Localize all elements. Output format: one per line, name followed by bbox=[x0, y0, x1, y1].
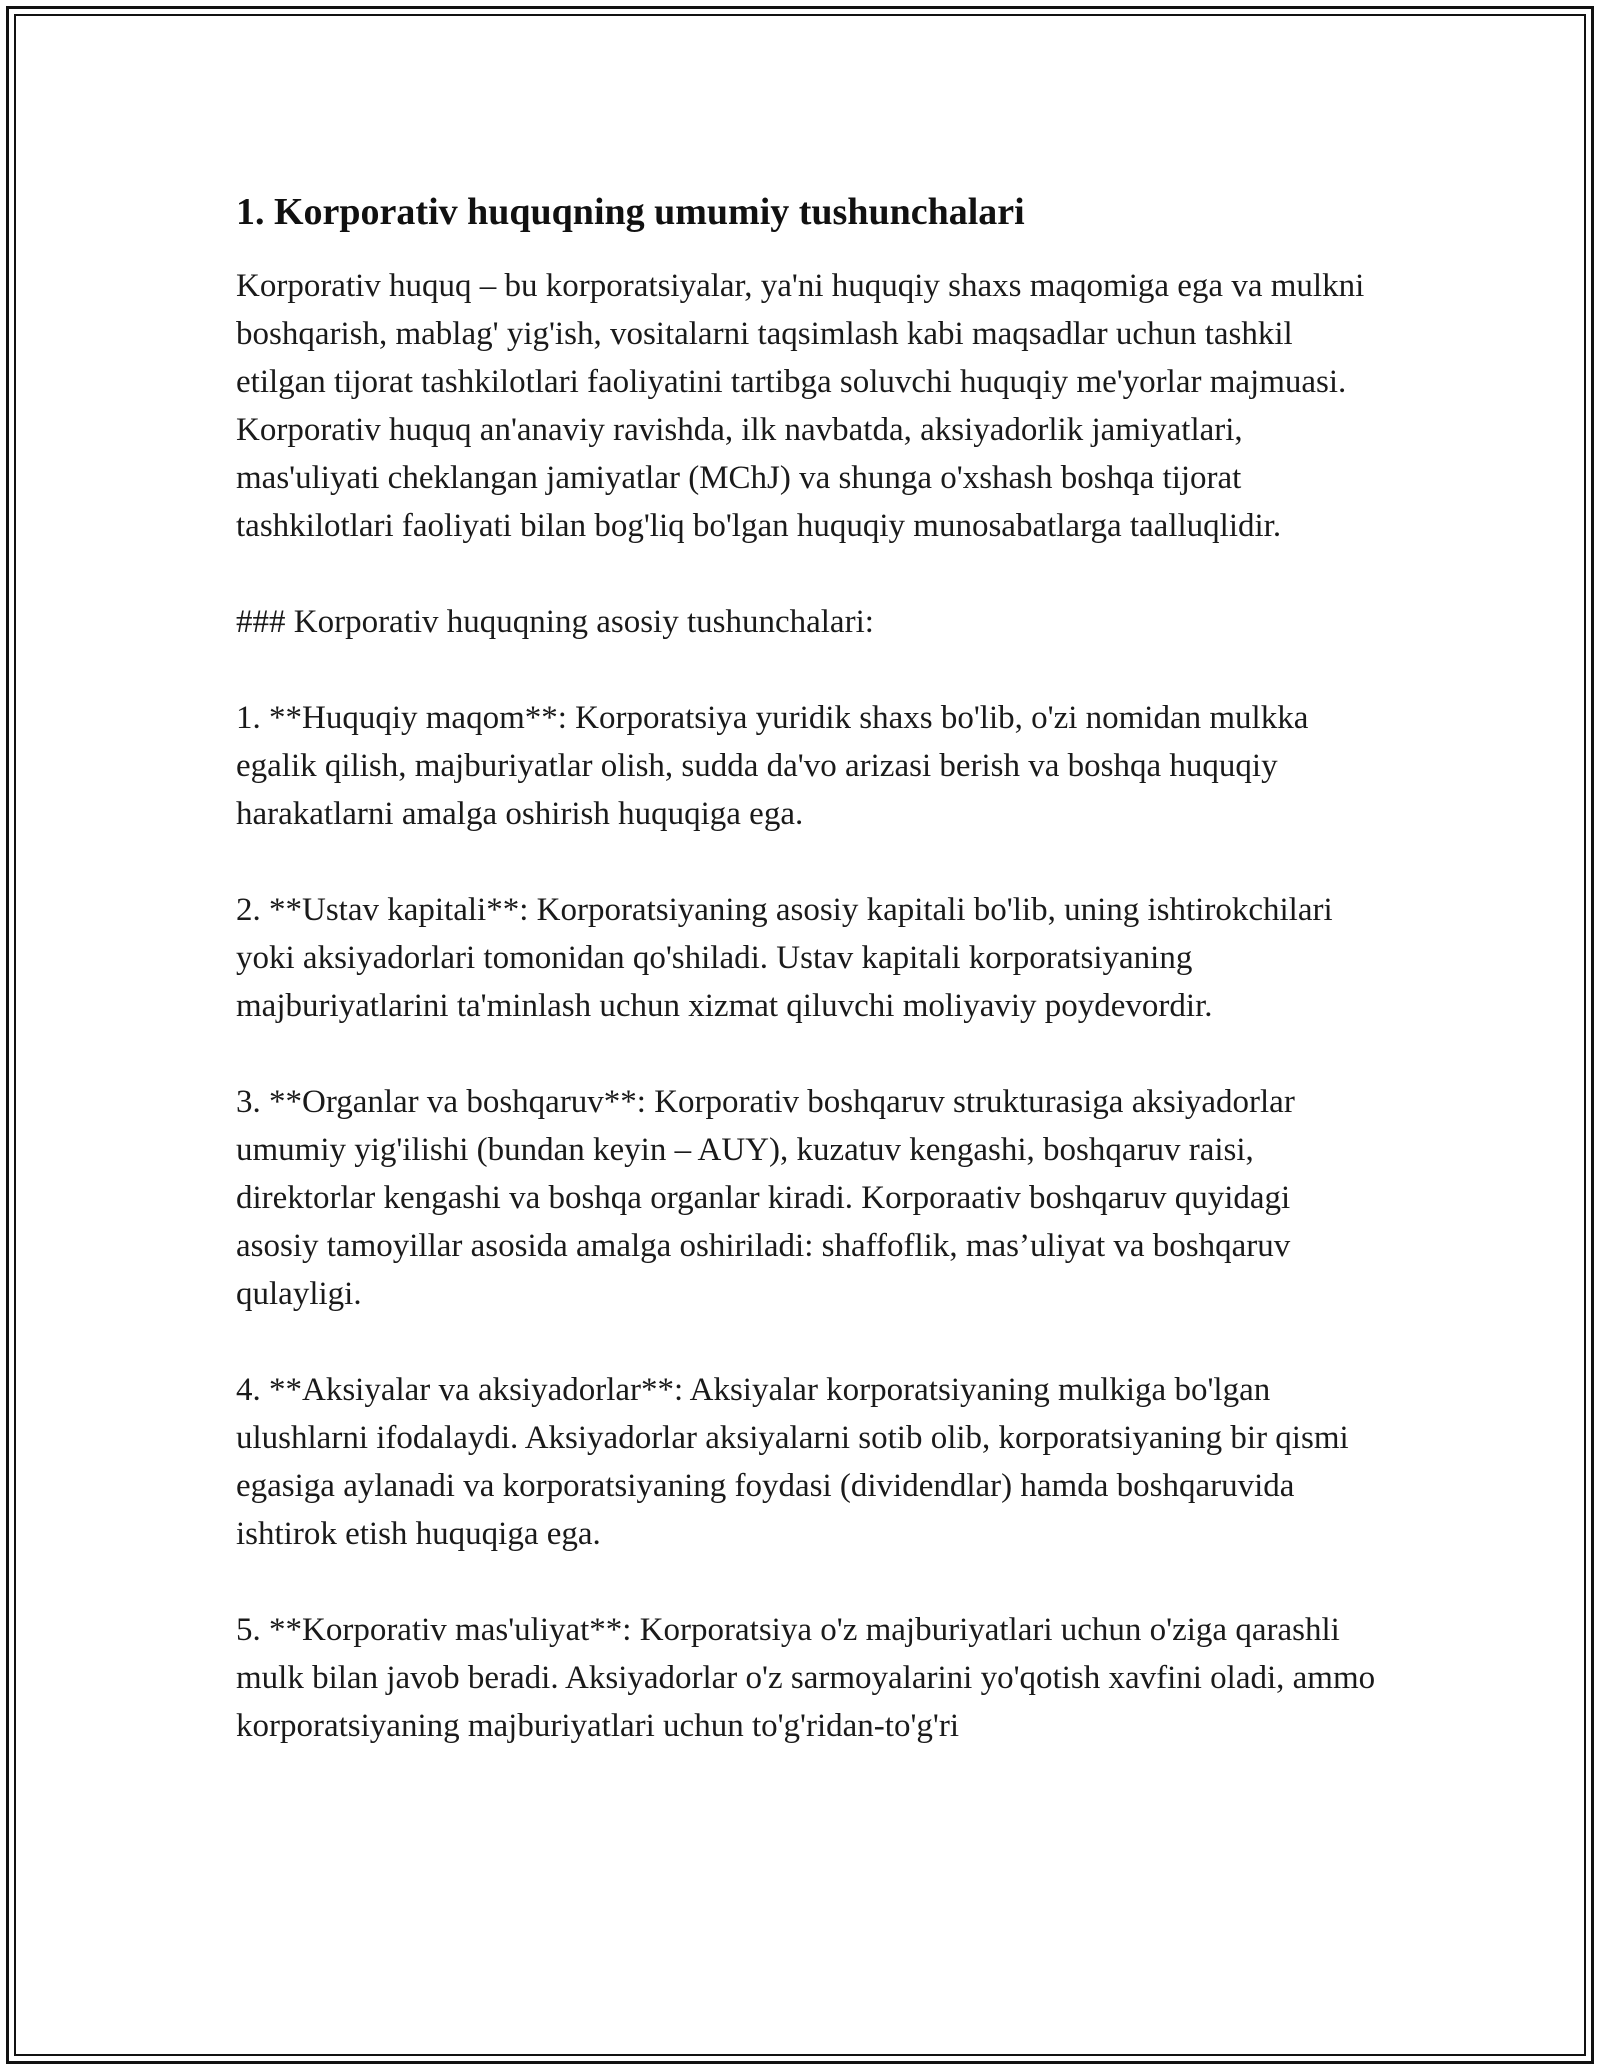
list-item-shares: 4. **Aksiyalar va aksiyadorlar**: Aksiyalar korporatsiyaning mulkiga bo'lgan ulushlarni ifodalaydi. Aksiyadorlar aksiyalarni sotib olib, korporatsiyaning bir qismi egasiga aylanadi va korporatsiyaning foydasi (dividendlar) hamda boshqaruvida ishtirok etish huquqiga ega. bbox=[236, 1372, 1349, 1552]
list-item-responsibility: 5. **Korporativ mas'uliyat**: Korporatsiya o'z majburiyatlari uchun o'ziga qarashli mulk bilan javob beradi. Aksiyadorlar o'z sarmoyalarini yo'qotish xavfini oladi, ammo korporatsiyaning majburiyatlari uchun to'g'ridan-to'g'ri bbox=[236, 1612, 1376, 1744]
subheading-paragraph: ### Korporativ huquqning asosiy tushunchalari: bbox=[236, 604, 874, 640]
list-item-charter-capital: 2. **Ustav kapitali**: Korporatsiyaning asosiy kapitali bo'lib, uning ishtirokchilari yoki aksiyadorlari tomonidan qo'shiladi. Ustav kapitali korporatsiyaning majburiyatlarini ta'minlash uchun xizmat qiluvchi moliyaviy poydevordir. bbox=[236, 892, 1333, 1024]
intro-paragraph: Korporativ huquq – bu korporatsiyalar, ya'ni huquqiy shaxs maqomiga ega va mulkni boshqarish, mablag' yig'ish, vositalarni taqsimlash kabi maqsadlar uchun tashkil etilgan tijorat tashkilotlari faoliyatini tartibga soluvchi huquqiy me'yorlar majmuasi. Korporativ huquq an'anaviy ravishda, ilk navbatda, aksiyadorlik jamiyatlari, mas'uliyati cheklangan jamiyatlar (MChJ) va shunga o'xshash boshqa tijorat tashkilotlari faoliyati bilan bog'liq bo'lgan huquqiy munosabatlarga taalluqlidir. bbox=[236, 268, 1365, 544]
list-item-legal-status: 1. **Huquqiy maqom**: Korporatsiya yuridik shaxs bo'lib, o'zi nomidan mulkka egalik qilish, majburiyatlar olish, sudda da'vo arizasi berish va boshqa huquqiy harakatlarni amalga oshirish huquqiga ega. bbox=[236, 700, 1309, 832]
document-body bbox=[236, 186, 1376, 1798]
list-item-governance: 3. **Organlar va boshqaruv**: Korporativ boshqaruv strukturasiga aksiyadorlar umumiy yig'ilishi (bundan keyin – AUY), kuzatuv kengashi, boshqaruv raisi, direktorlar kengashi va boshqa organlar kiradi. Korporaativ boshqaruv quyidagi asosiy tamoyillar asosida amalga oshiriladi: shaffoflik, mas’uliyat va boshqaruv qulayligi. bbox=[236, 1084, 1295, 1312]
section-heading: 1. Korporativ huquqning umumiy tushunchalari bbox=[236, 191, 1025, 233]
